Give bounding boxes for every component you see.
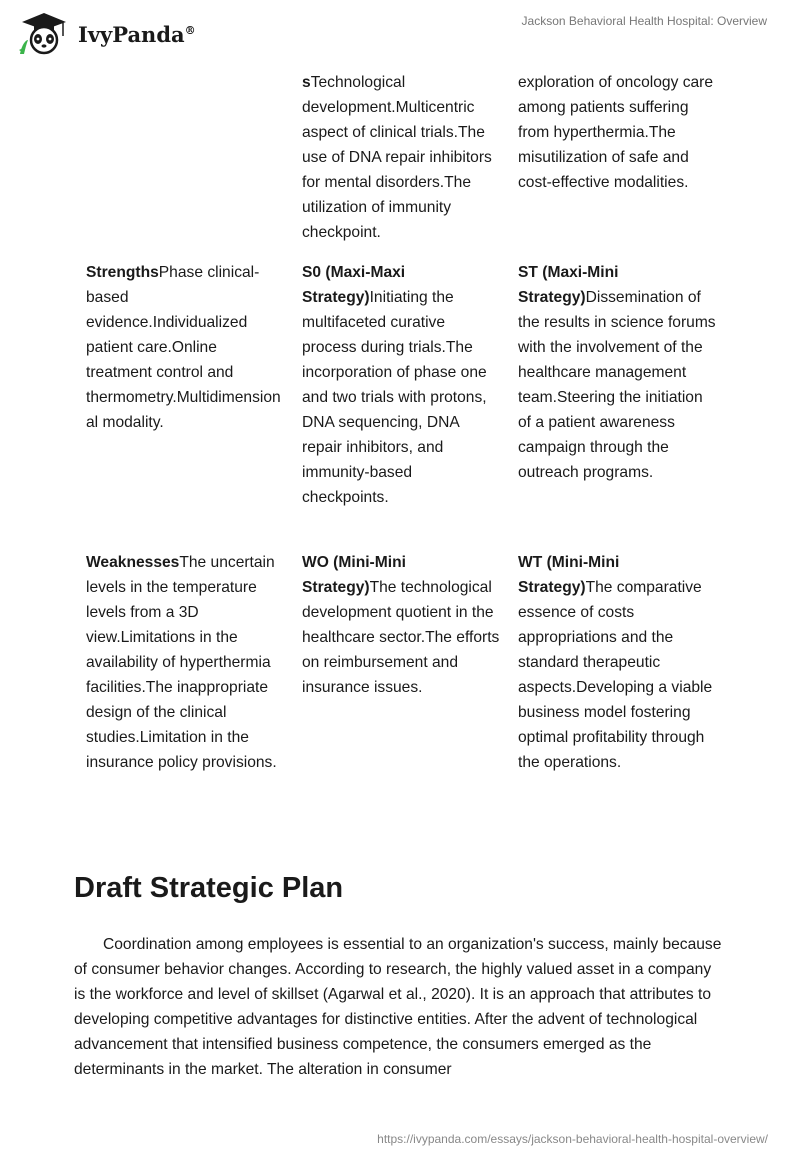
registered-mark: ® bbox=[184, 23, 196, 37]
table-row bbox=[78, 550, 728, 850]
document-title: Jackson Behavioral Health Hospital: Overview bbox=[521, 14, 767, 28]
table-row bbox=[78, 260, 728, 550]
swot-cell-st-strategy: ST (Maxi-Mini Strategy)Dissemination of the results in science forums with the involvement of the healthcare management team.Steering the initiation of a patient awareness campaign through the outreach programs. bbox=[518, 264, 716, 481]
ivypanda-logo[interactable] bbox=[16, 10, 196, 56]
table-row bbox=[78, 70, 728, 260]
section-heading: Draft Strategic Plan bbox=[74, 872, 344, 904]
swot-cell-threats-strategy: sTechnological development.Multicentric aspect of clinical trials.The use of DNA repair inhibitors for mental disorders.The utilization of immunity checkpoint. bbox=[302, 74, 492, 241]
brand-name: IvyPanda® bbox=[78, 21, 196, 47]
footer-url[interactable]: https://ivypanda.com/essays/jackson-behavioral-health-hospital-overview/ bbox=[377, 1132, 768, 1146]
panda-graduation-cap-icon bbox=[16, 10, 72, 56]
body-paragraph: Coordination among employees is essential to an organization's success, mainly because of consumer behavior changes. According to research, the highly valued asset in a company is the workforce and level of skillset (Agarwal et al., 2020). It is an approach that attributes to developing competitive advantages for distinctive entities. After the advent of technological advancement that intensified business competence, the consumers emerged as the determinants in the market. The alteration in consumer bbox=[74, 936, 722, 1078]
page-header bbox=[0, 0, 800, 64]
swot-cell-so-strategy: S0 (Maxi-Maxi Strategy)Initiating the multifaceted curative process during trials.The incorporation of phase one and two trials with protons, DNA sequencing, DNA repair inhibitors, and immunity-based checkpoints. bbox=[302, 264, 487, 506]
swot-cell-threats-continued: exploration of oncology care among patients suffering from hyperthermia.The misutilization of safe and cost-effective modalities. bbox=[518, 74, 714, 191]
swot-table bbox=[78, 70, 728, 850]
swot-cell-weaknesses: WeaknessesThe uncertain levels in the temperature levels from a 3D view.Limitations in the availability of hyperthermia facilities.The inappropriate design of the clinical studies.Limitation in the insurance policy provisions. bbox=[86, 554, 277, 771]
swot-cell-strengths: StrengthsPhase clinical-based evidence.Individualized patient care.Online treatment control and thermometry.Multidimensional modality. bbox=[86, 264, 281, 431]
swot-cell-wt-strategy: WT (Mini-Mini Strategy)The comparative essence of costs appropriations and the standard therapeutic aspects.Developing a viable business model fostering optimal profitability through the operations. bbox=[518, 554, 713, 771]
swot-cell-empty bbox=[78, 70, 294, 260]
swot-cell-wo-strategy: WO (Mini-Mini Strategy)The technological development quotient in the healthcare sector.The efforts on reimbursement and insurance issues. bbox=[302, 554, 500, 696]
